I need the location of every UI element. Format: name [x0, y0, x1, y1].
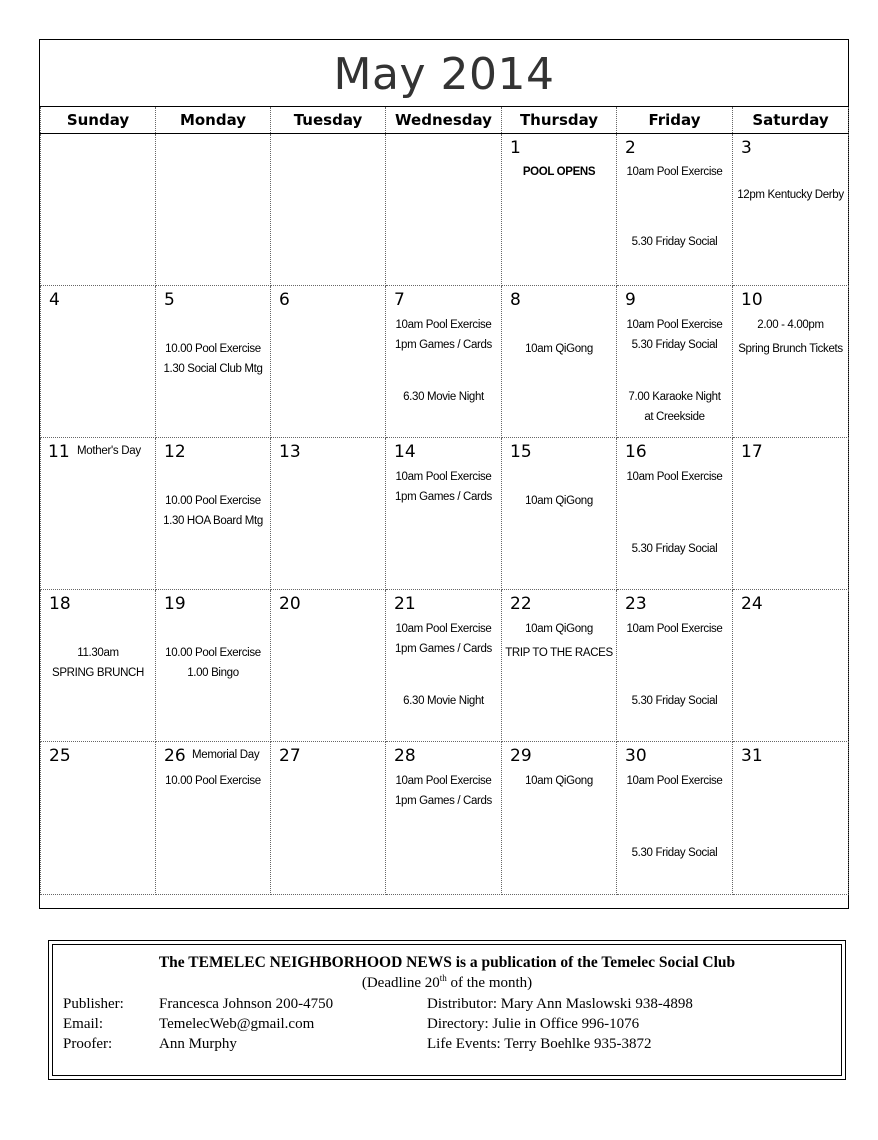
distributor-info: Distributor: Mary Ann Maslowski 938-4898 [427, 996, 693, 1012]
day-number: 27 [279, 746, 301, 766]
event-entry: 5.30 Friday Social [631, 695, 718, 707]
day-number: 6 [279, 290, 290, 310]
info-row-publisher [63, 996, 843, 1016]
day-cell-monday [156, 590, 271, 742]
deadline-superscript: th [439, 973, 447, 983]
day-cell-content [41, 438, 155, 589]
day-cell-content [41, 590, 155, 741]
day-number: 25 [49, 746, 71, 766]
day-cell-content [386, 590, 501, 741]
day-cell-monday [156, 286, 271, 438]
month-title: May 2014 [333, 49, 555, 100]
day-number: 22 [510, 594, 532, 614]
event-entry: 1pm Games / Cards [395, 491, 492, 503]
event-entry: TRIP TO THE RACES [505, 647, 613, 659]
day-cell-thursday [502, 438, 617, 590]
event-entry: 10am Pool Exercise [626, 775, 723, 787]
day-number: 2 [625, 138, 636, 158]
day-cell-content [41, 286, 155, 437]
event-entry: 1pm Games / Cards [395, 339, 492, 351]
day-number: 12 [164, 442, 186, 462]
day-cell-content [271, 742, 385, 894]
weekday-wednesday: Wednesday [386, 107, 502, 134]
day-number: 24 [741, 594, 763, 614]
event-entry: 10am Pool Exercise [395, 471, 492, 483]
event-entry: 5.30 Friday Social [631, 847, 718, 859]
day-cell-monday [156, 742, 271, 895]
day-cell-tuesday [271, 438, 386, 590]
day-number: 13 [279, 442, 301, 462]
event-entry: 1pm Games / Cards [395, 643, 492, 655]
day-cell-sunday [41, 742, 156, 895]
day-cell-sunday [41, 286, 156, 438]
event-entry: 10am QiGong [525, 775, 593, 787]
event-entry: 5.30 Friday Social [631, 543, 718, 555]
event-entry: SPRING BRUNCH [52, 667, 144, 679]
event-entry: 10am Pool Exercise [626, 319, 723, 331]
day-number: 18 [49, 594, 71, 614]
event-entry: 7.00 Karaoke Night [628, 391, 721, 403]
day-number: 3 [741, 138, 752, 158]
day-number: 15 [510, 442, 532, 462]
day-cell-friday [617, 134, 733, 286]
day-cell-content [617, 134, 732, 285]
event-entry: 12pm Kentucky Derby [737, 189, 844, 201]
calendar [39, 39, 849, 909]
deadline-note [53, 973, 841, 992]
day-cell-content [386, 438, 501, 589]
event-entry: 6.30 Movie Night [403, 695, 484, 707]
day-cell-saturday [733, 742, 849, 895]
day-cell-content [617, 590, 732, 741]
event-entry: 10am QiGong [525, 623, 593, 635]
event-entry: 10.00 Pool Exercise [165, 647, 261, 659]
weekday-thursday: Thursday [502, 107, 617, 134]
email-value: TemelecWeb@gmail.com [159, 1016, 315, 1032]
day-cell-content [271, 438, 385, 589]
life-events-info: Life Events: Terry Boehlke 935-3872 [427, 1036, 652, 1052]
day-cell-content [271, 286, 385, 437]
day-cell-monday [156, 134, 271, 286]
weekday-monday: Monday [156, 107, 271, 134]
event-entry: at Creekside [644, 411, 705, 423]
event-entry: 10am Pool Exercise [626, 471, 723, 483]
day-cell-sunday [41, 134, 156, 286]
day-number: 10 [741, 290, 763, 310]
event-entry: 1pm Games / Cards [395, 795, 492, 807]
day-cell-content [156, 134, 270, 285]
day-cell-monday [156, 438, 271, 590]
event-entry: 1.00 Bingo [187, 667, 239, 679]
day-cell-friday [617, 742, 733, 895]
weekday-header-row [41, 107, 849, 134]
day-number: 16 [625, 442, 647, 462]
day-cell-content [41, 134, 155, 285]
day-cell-content [502, 134, 616, 285]
event-entry: 1.30 Social Club Mtg [163, 363, 263, 375]
day-number: 7 [394, 290, 405, 310]
proofer-value: Ann Murphy [159, 1036, 237, 1052]
event-entry: 1.30 HOA Board Mtg [163, 515, 263, 527]
day-cell-content [733, 590, 848, 741]
calendar-week-row [41, 438, 849, 590]
day-cell-content [502, 438, 616, 589]
day-cell-content [156, 286, 270, 437]
day-cell-tuesday [271, 590, 386, 742]
day-cell-friday [617, 286, 733, 438]
day-number: 9 [625, 290, 636, 310]
day-cell-content [733, 742, 848, 894]
event-entry: 10.00 Pool Exercise [165, 495, 261, 507]
day-cell-wednesday [386, 742, 502, 895]
day-cell-friday [617, 438, 733, 590]
day-cell-sunday [41, 438, 156, 590]
event-entry: 11.30am [77, 647, 119, 659]
event-entry: 10am QiGong [525, 343, 593, 355]
publisher-value: Francesca Johnson 200-4750 [159, 996, 334, 1012]
day-cell-content [733, 134, 848, 285]
day-cell-content [502, 286, 616, 437]
calendar-week-row [41, 742, 849, 895]
day-cell-content [386, 742, 501, 894]
calendar-week-row [41, 590, 849, 742]
event-entry: 10am Pool Exercise [626, 166, 723, 178]
event-entry: 10.00 Pool Exercise [165, 775, 261, 787]
day-number: 20 [279, 594, 301, 614]
day-cell-thursday [502, 286, 617, 438]
day-number: 1 [510, 138, 521, 158]
holiday-label: Memorial Day [192, 749, 260, 761]
event-entry: 5.30 Friday Social [631, 236, 718, 248]
day-cell-content [156, 742, 270, 894]
day-cell-content [271, 590, 385, 741]
event-entry: POOL OPENS [522, 166, 596, 178]
publisher-label: Publisher: [63, 996, 124, 1012]
day-number: 28 [394, 746, 416, 766]
calendar-week-row [41, 134, 849, 286]
proofer-label: Proofer: [63, 1036, 113, 1052]
day-cell-content [156, 590, 270, 741]
day-number: 31 [741, 746, 763, 766]
weekday-saturday: Saturday [733, 107, 849, 134]
event-entry: 6.30 Movie Night [403, 391, 484, 403]
day-number: 21 [394, 594, 416, 614]
info-row-proofer [63, 1036, 843, 1056]
day-cell-content [502, 742, 616, 894]
day-number: 8 [510, 290, 521, 310]
event-entry: 10am Pool Exercise [395, 623, 492, 635]
event-entry: 10am Pool Exercise [626, 623, 723, 635]
event-entry: 10.00 Pool Exercise [165, 343, 261, 355]
day-cell-content [41, 742, 155, 894]
day-number: 29 [510, 746, 532, 766]
info-row-email [63, 1016, 843, 1036]
calendar-week-row [41, 286, 849, 438]
event-entry: 10am Pool Exercise [395, 775, 492, 787]
day-cell-content [156, 438, 270, 589]
day-cell-content [386, 134, 501, 285]
day-cell-thursday [502, 590, 617, 742]
newsletter-info-inner [52, 944, 842, 1076]
day-cell-thursday [502, 134, 617, 286]
day-cell-friday [617, 590, 733, 742]
day-number: 11 [48, 442, 70, 462]
calendar-grid [40, 106, 849, 895]
day-number: 26 [164, 746, 186, 766]
day-cell-saturday [733, 286, 849, 438]
day-cell-content [617, 438, 732, 589]
day-cell-sunday [41, 590, 156, 742]
holiday-label: Mother's Day [77, 445, 141, 457]
day-cell-wednesday [386, 590, 502, 742]
day-cell-wednesday [386, 134, 502, 286]
day-cell-saturday [733, 438, 849, 590]
day-cell-tuesday [271, 742, 386, 895]
day-cell-content [733, 438, 848, 589]
event-entry: Spring Brunch Tickets [738, 343, 843, 355]
day-number: 17 [741, 442, 763, 462]
event-entry: 2.00 - 4.00pm [757, 319, 824, 331]
newsletter-info-box [48, 940, 846, 1080]
directory-info: Directory: Julie in Office 996-1076 [427, 1016, 640, 1032]
day-number: 30 [625, 746, 647, 766]
day-cell-content [271, 134, 385, 285]
day-cell-wednesday [386, 286, 502, 438]
day-cell-content [617, 286, 732, 437]
deadline-suffix: of the month) [446, 975, 533, 991]
day-cell-content [502, 590, 616, 741]
event-entry: 10am QiGong [525, 495, 593, 507]
deadline-prefix: (Deadline 20 [361, 975, 440, 991]
day-cell-content [617, 742, 732, 894]
day-cell-tuesday [271, 134, 386, 286]
weekday-sunday: Sunday [41, 107, 156, 134]
day-number: 4 [49, 290, 60, 310]
event-entry: 5.30 Friday Social [631, 339, 718, 351]
day-cell-wednesday [386, 438, 502, 590]
day-number: 5 [164, 290, 175, 310]
weekday-tuesday: Tuesday [271, 107, 386, 134]
day-cell-tuesday [271, 286, 386, 438]
day-cell-thursday [502, 742, 617, 895]
weekday-friday: Friday [617, 107, 733, 134]
event-entry: 10am Pool Exercise [395, 319, 492, 331]
publication-headline: The TEMELEC NEIGHBORHOOD NEWS is a publication of the Temelec Social Club [158, 954, 736, 971]
day-cell-content [386, 286, 501, 437]
day-number: 23 [625, 594, 647, 614]
day-number: 19 [164, 594, 186, 614]
day-cell-saturday [733, 590, 849, 742]
day-number: 14 [394, 442, 416, 462]
day-cell-saturday [733, 134, 849, 286]
day-cell-content [733, 286, 848, 437]
email-label: Email: [63, 1016, 103, 1032]
